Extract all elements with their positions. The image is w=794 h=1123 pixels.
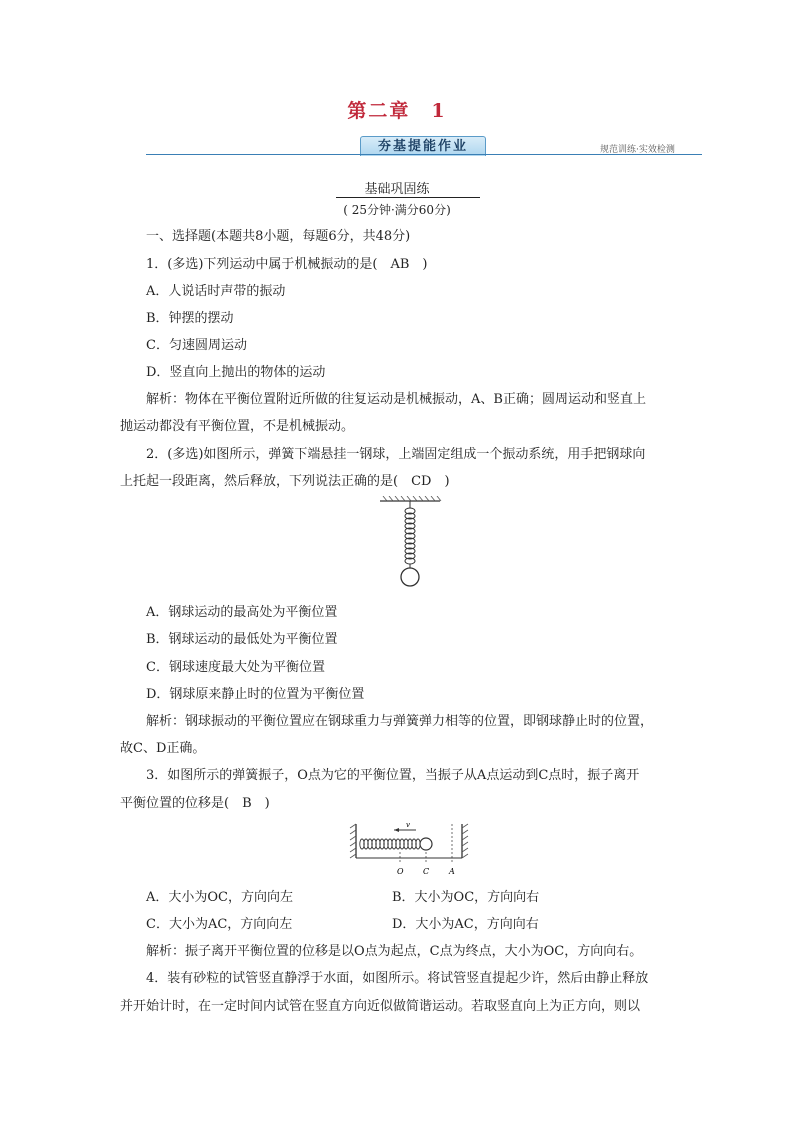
q2-option-c: C．钢球速度最大处为平衡位置 (146, 660, 325, 675)
homework-banner-tab: 夯基提能作业 (360, 136, 486, 156)
hanging-spring-figure (375, 496, 445, 592)
q1-option-a: A．人说话时声带的振动 (146, 284, 286, 299)
point-o-label: O (397, 867, 404, 876)
q2-option-b: B．钢球运动的最低处为平衡位置 (146, 632, 338, 647)
point-c-label: C (423, 867, 430, 876)
oscillator-ball (420, 838, 432, 850)
horizontal-oscillator-figure (348, 818, 470, 876)
chapter-title: 第二章 1 (347, 100, 447, 122)
q3-option-a: A．大小为OC，方向向左 (146, 890, 293, 905)
section-subtitle: ( 25分钟·满分60分) (343, 203, 451, 217)
banner-rule (146, 154, 702, 155)
q1-explanation: 解析：物体在平衡位置附近所做的往复运动是机械振动，A、B正确；圆周运动和竖直上 (146, 392, 646, 407)
section-title: 基础巩固练 (364, 182, 430, 197)
q1-option-b: B．钟摆的摆动 (146, 311, 234, 326)
q3-stem: 3．如图所示的弹簧振子，O点为它的平衡位置，当振子从A点运动到C点时，振子离开 (146, 768, 640, 783)
q3-explanation: 解析：振子离开平衡位置的位移是以O点为起点，C点为终点，大小为OC，方向向右。 (146, 944, 643, 959)
choice-section-intro: 一、选择题(本题共8小题，每题6分，共48分) (146, 229, 411, 244)
q3-stem-cont: 平衡位置的位移是( B ) (120, 796, 270, 811)
point-a-label: A (449, 867, 455, 876)
section-underline (336, 197, 480, 198)
q4-stem-cont: 并开始计时，在一定时间内试管在竖直方向近似做简谐运动。若取竖直向上为正方向，则以 (120, 999, 641, 1014)
q1-stem: 1．(多选)下列运动中属于机械振动的是( AB ) (146, 257, 428, 272)
q2-option-d: D．钢球原来静止时的位置为平衡位置 (146, 687, 365, 702)
q3-option-b: B．大小为OC，方向向右 (392, 890, 540, 905)
q4-stem: 4．装有砂粒的试管竖直静浮于水面，如图所示。将试管竖直提起少许，然后由静止释放 (146, 971, 649, 986)
q3-option-d: D．大小为AC，方向向右 (392, 917, 539, 932)
q1-option-d: D．竖直向上抛出的物体的运动 (146, 365, 326, 380)
velocity-label: v (406, 821, 410, 829)
q1-explanation-cont: 抛运动都没有平衡位置，不是机械振动。 (120, 419, 355, 434)
q2-explanation-cont: 故C、D正确。 (120, 741, 206, 756)
steel-ball (401, 568, 419, 586)
q1-option-c: C．匀速圆周运动 (146, 338, 247, 353)
q2-stem-cont: 上托起一段距离，然后释放，下列说法正确的是( CD ) (120, 474, 450, 489)
banner-slogan: 规范训练·实效检测 (600, 145, 675, 155)
q2-explanation: 解析：钢球振动的平衡位置应在钢球重力与弹簧弹力相等的位置，即钢球静止时的位置， (146, 714, 654, 729)
q3-option-c: C．大小为AC，方向向左 (146, 917, 293, 932)
q2-stem: 2．(多选)如图所示，弹簧下端悬挂一钢球，上端固定组成一个振动系统，用手把钢球向 (146, 447, 646, 462)
q2-option-a: A．钢球运动的最高处为平衡位置 (146, 605, 338, 620)
